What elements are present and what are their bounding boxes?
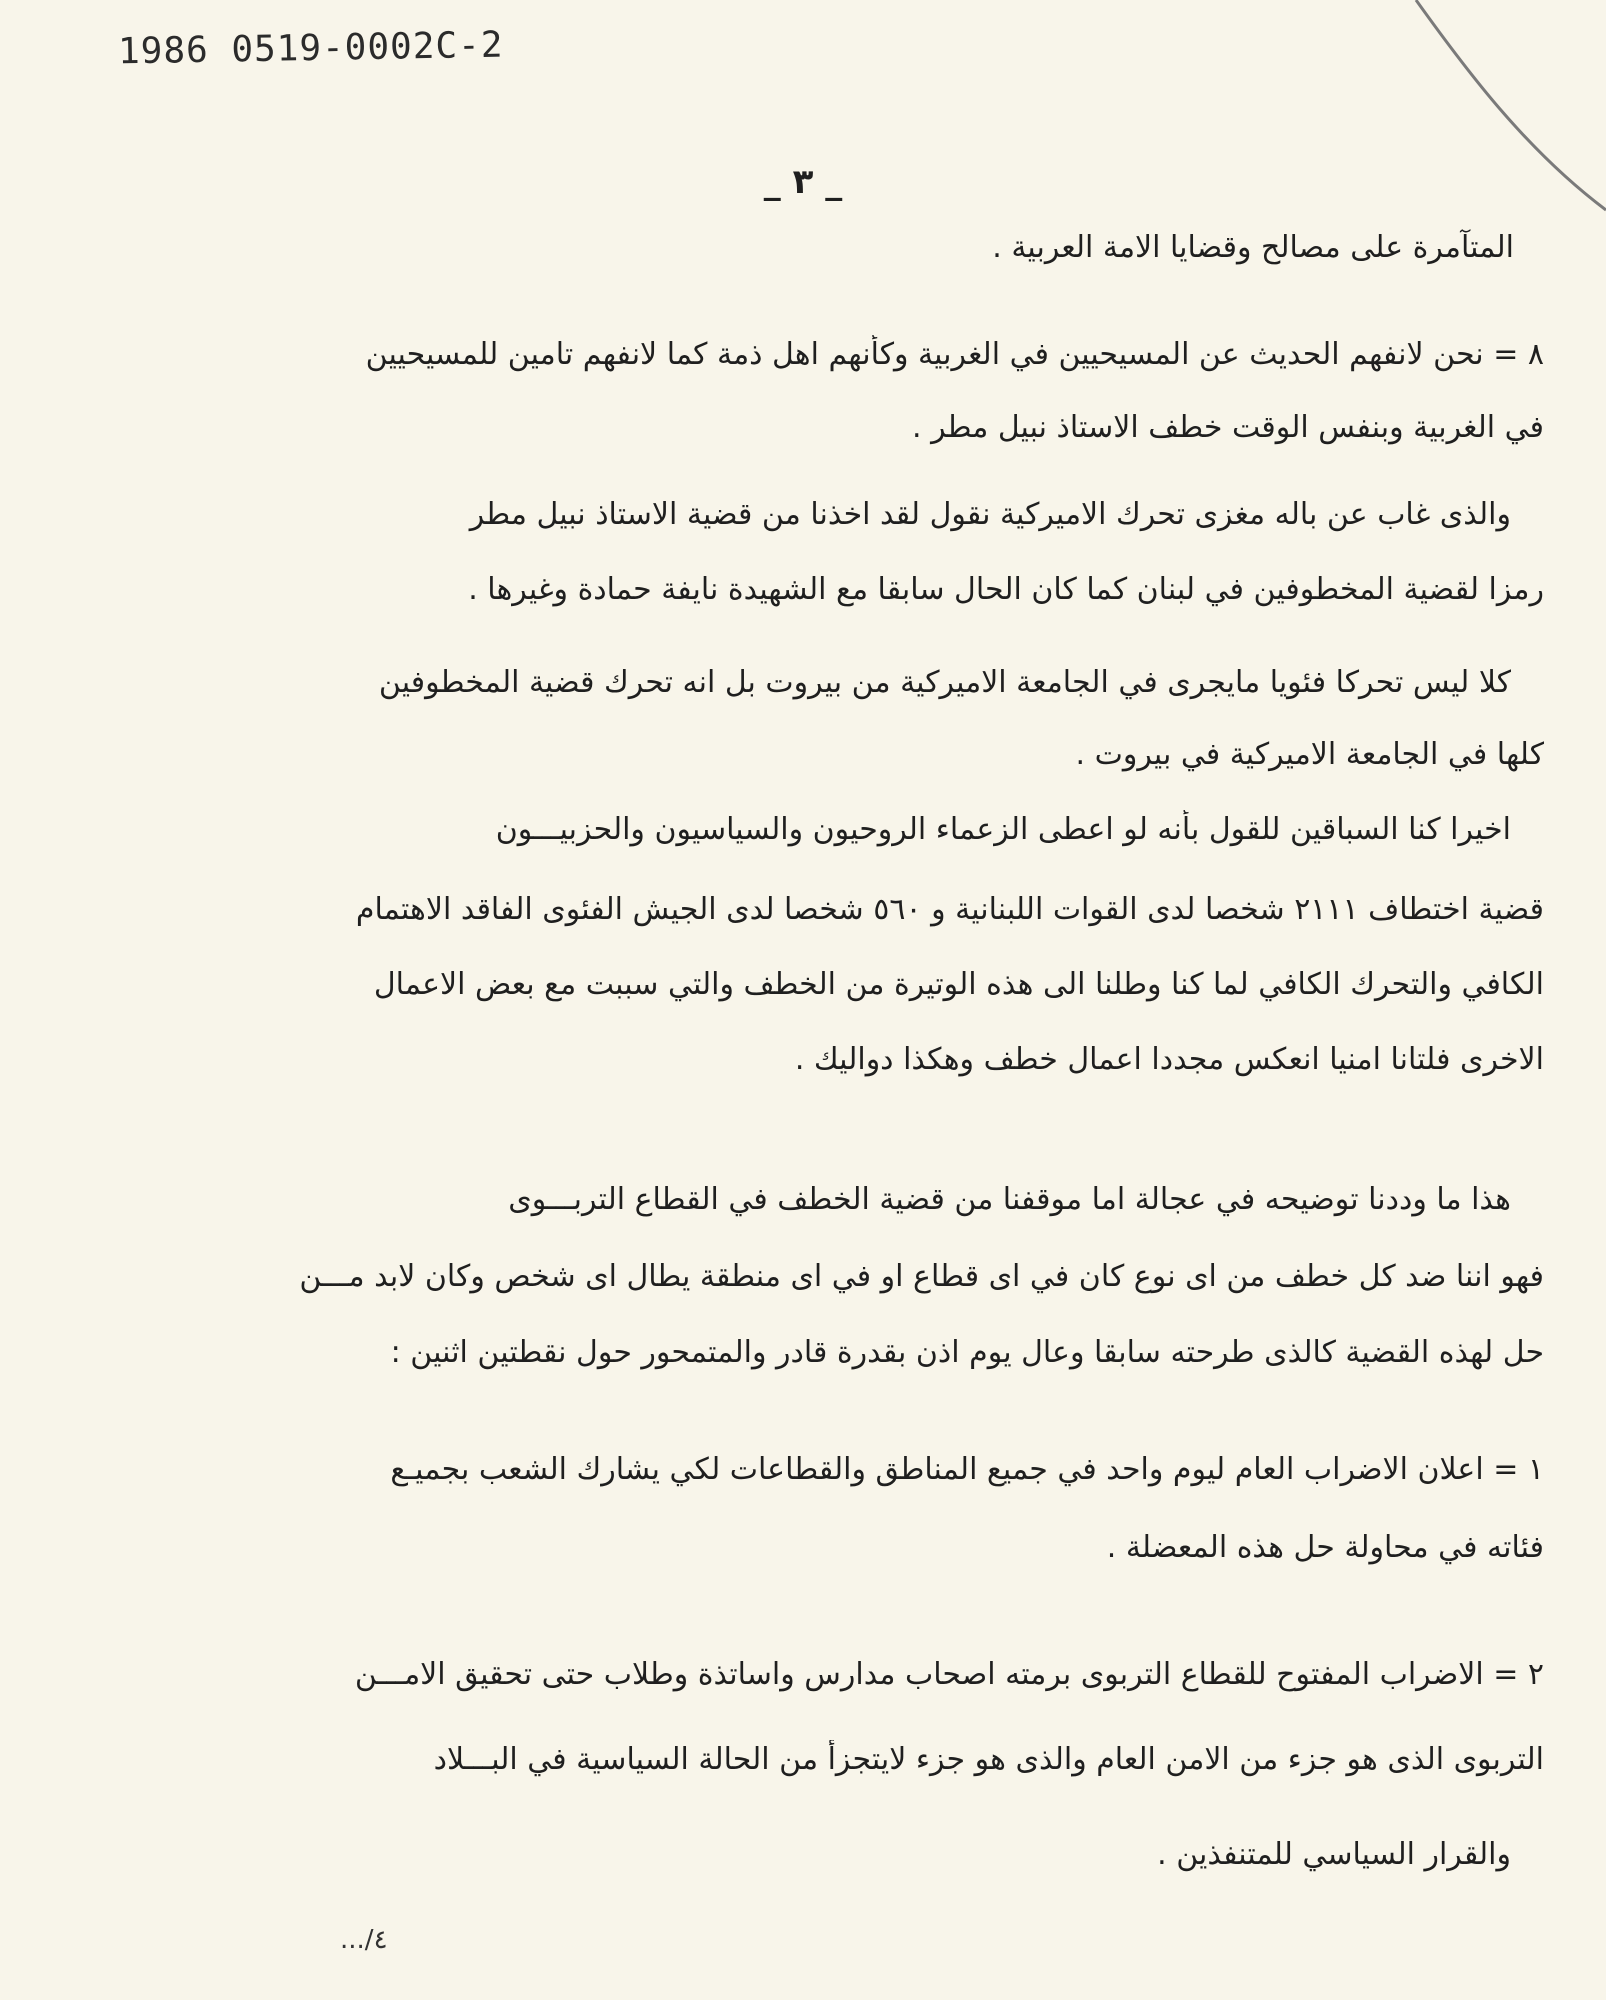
text-line: كلها في الجامعة الاميركية في بيروت . <box>1075 737 1544 772</box>
text-line: فهو اننا ضد كل خطف من اى نوع كان في اى قطاع او في اى منطقة يطال اى شخص وكان لابد مـــن <box>299 1259 1544 1294</box>
text-line: حل لهذه القضية كالذى طرحته سابقا وعال يوم اذن بقدرة قادر والمتمحور حول نقطتين اثنين : <box>390 1335 1544 1370</box>
continuation-page-marker: ٤/... <box>340 1925 388 1955</box>
text-line: كلا ليس تحركا فئويا مايجرى في الجامعة الاميركية من بيروت بل انه تحرك قضية المخطوفين <box>378 665 1511 700</box>
text-line: ٨ = نحن لانفهم الحديث عن المسيحيين في الغربية وكأنهم اهل ذمة كما لانفهم تامين للمسيحيين <box>365 337 1544 372</box>
text-line: والقرار السياسي للمتنفذين . <box>1157 1837 1511 1872</box>
text-line: رمزا لقضية المخطوفين في لبنان كما كان الحال سابقا مع الشهيدة نايفة حمادة وغيرها . <box>468 572 1544 607</box>
text-line: ١ = اعلان الاضراب العام ليوم واحد في جميع المناطق والقطاعات لكي يشارك الشعب بجميـع <box>390 1452 1544 1487</box>
text-line: هذا ما وددنا توضيحه في عجالة اما موقفنا من قضية الخطف في القطاع التربـــوى <box>508 1182 1511 1217</box>
document-reference-number: 1986 0519-0002C-2 <box>117 24 504 73</box>
text-line: اخيرا كنا السباقين للقول بأنه لو اعطى الزعماء الروحيون والسياسيون والحزبيـــون <box>495 812 1511 847</box>
text-line: قضية اختطاف ٢١١١ شخصا لدى القوات اللبنانية و ٥٦٠ شخصا لدى الجيش الفئوى الفاقد الاهتمام <box>355 892 1544 927</box>
text-line: في الغربية وبنفس الوقت خطف الاستاذ نبيل مطر . <box>912 410 1544 445</box>
text-line: المتآمرة على مصالح وقضايا الامة العربية . <box>992 230 1514 265</box>
page-number: _ ٣ _ <box>763 162 843 202</box>
text-line: فئاته في محاولة حل هذه المعضلة . <box>1106 1530 1544 1565</box>
text-line: الكافي والتحرك الكافي لما كنا وطلنا الى هذه الوتيرة من الخطف والتي سببت مع بعض الاعمال <box>373 967 1544 1002</box>
text-line: ٢ = الاضراب المفتوح للقطاع التربوى برمته اصحاب مدارس واساتذة وطلاب حتى تحقيق الامـــن <box>354 1657 1544 1692</box>
text-line: الاخرى فلتانا امنيا انعكس مجددا اعمال خطف وهكذا دواليك . <box>794 1042 1544 1077</box>
text-line: التربوى الذى هو جزء من الامن العام والذى هو جزء لايتجزأ من الحالة السياسية في البـــلاد <box>433 1742 1544 1777</box>
text-line: والذى غاب عن باله مغزى تحرك الاميركية نقول لقد اخذنا من قضية الاستاذ نبيل مطر <box>469 497 1511 532</box>
